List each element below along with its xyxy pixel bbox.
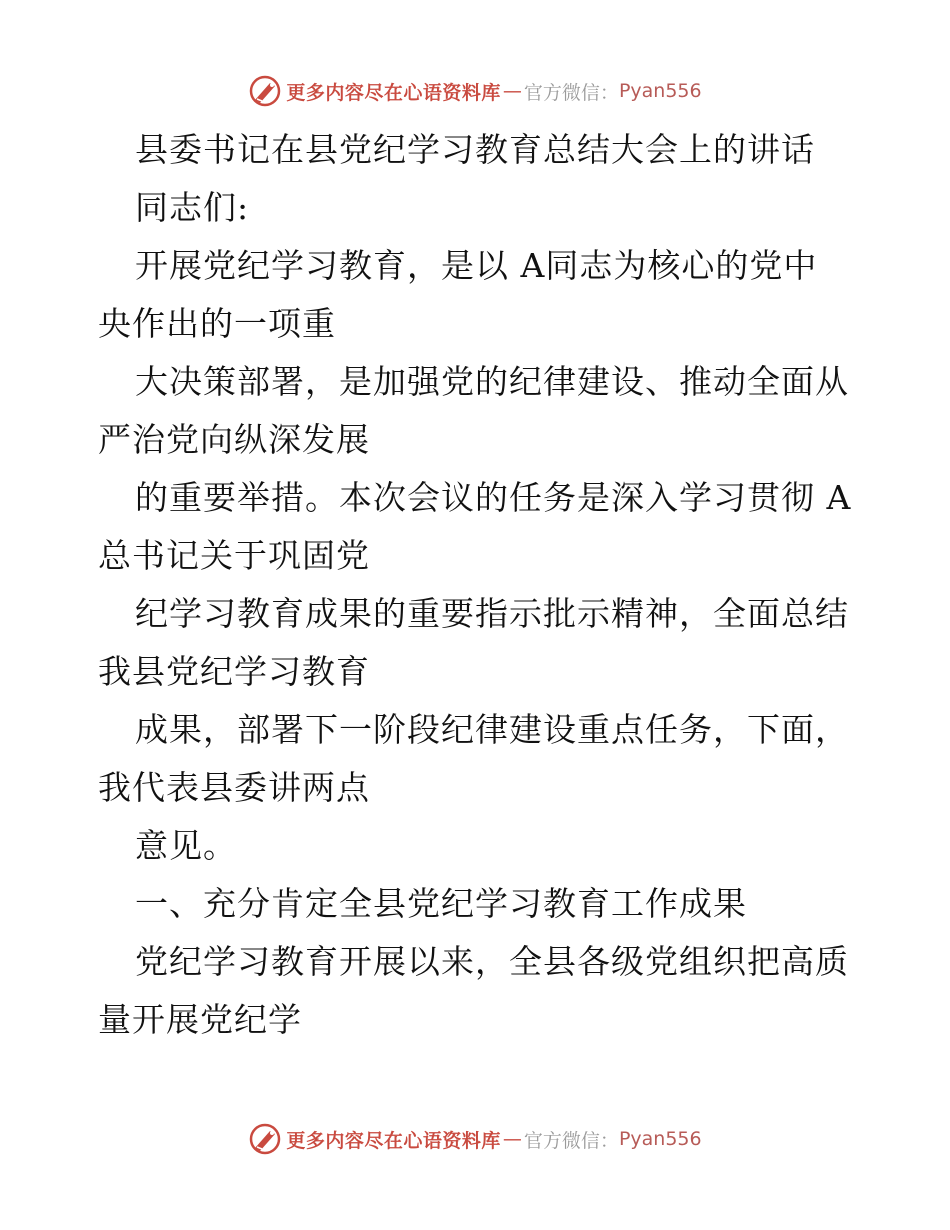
pen-nib-logo-icon xyxy=(248,74,282,108)
text-line: 同志们: xyxy=(135,188,250,227)
watermark-site-label: 更多内容尽在心语资料库 xyxy=(286,81,501,104)
watermark-wechat-id: Pyan556 xyxy=(618,80,702,102)
watermark-wechat-label: 官方微信： xyxy=(523,81,619,104)
document-title: 县委书记在县党纪学习教育总结大会上的讲话 xyxy=(135,130,815,169)
footer-watermark xyxy=(0,1117,950,1161)
text-line: 总书记关于巩固党 xyxy=(98,536,370,575)
header-watermark xyxy=(0,69,950,113)
document-body xyxy=(98,121,858,1049)
text-line: 我代表县委讲两点 xyxy=(98,768,370,807)
watermark-separator: — xyxy=(502,1128,522,1150)
text-line: 成果，部署下一阶段纪律建设重点任务，下面， xyxy=(135,710,849,749)
watermark-wechat-id: Pyan556 xyxy=(618,1128,702,1150)
text-line: 一、充分肯定全县党纪学习教育工作成果 xyxy=(135,884,747,923)
text-line: 的重要举措。本次会议的任务是深入学习贯彻 A xyxy=(135,478,852,517)
watermark-separator: — xyxy=(502,80,522,102)
text-line: 量开展党纪学 xyxy=(98,1000,302,1039)
text-line: 严治党向纵深发展 xyxy=(98,420,370,459)
pen-nib-logo-icon xyxy=(248,1122,282,1156)
text-line: 开展党纪学习教育，是以 A同志为核心的党中 xyxy=(135,246,818,285)
text-line: 大决策部署，是加强党的纪律建设、推动全面从 xyxy=(135,362,849,401)
text-line: 意见。 xyxy=(135,826,237,865)
text-line: 纪学习教育成果的重要指示批示精神，全面总结 xyxy=(135,594,849,633)
watermark-wechat-label: 官方微信： xyxy=(523,1129,619,1152)
watermark-site-label: 更多内容尽在心语资料库 xyxy=(286,1129,501,1152)
text-line: 我县党纪学习教育 xyxy=(98,652,370,691)
text-line: 党纪学习教育开展以来，全县各级党组织把高质 xyxy=(135,942,849,981)
text-line: 央作出的一项重 xyxy=(98,304,336,343)
